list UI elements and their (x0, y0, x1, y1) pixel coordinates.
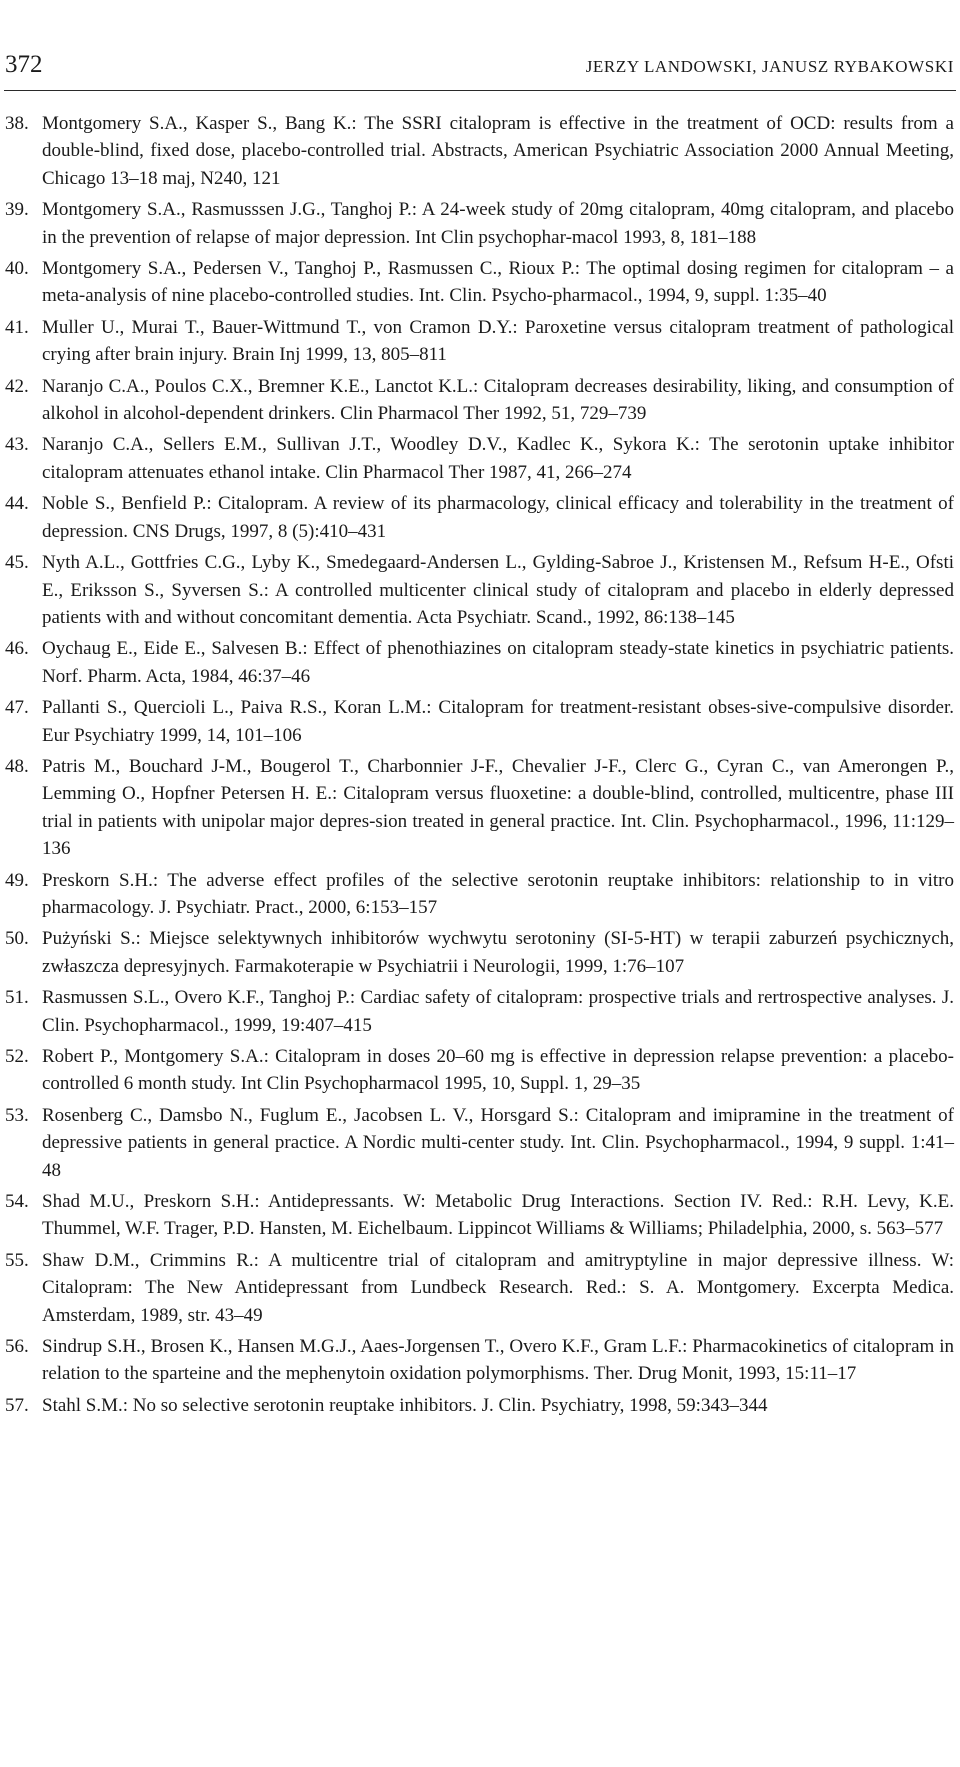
reference-number: 45. (5, 552, 29, 574)
reference-text: Naranjo C.A., Poulos C.X., Bremner K.E., Lanctot K.L.: Citalopram decreases desirability, liking, and consumption of alkohol in alcohol-dependent drinkers. Clin Pharmacol Ther 1992, 51, 729–739 (42, 375, 954, 425)
reference-item (0, 1102, 960, 1184)
reference-number: 55. (5, 1249, 29, 1271)
reference-item (0, 196, 960, 251)
reference-item (0, 110, 960, 192)
running-head (0, 50, 960, 90)
reference-number: 41. (5, 316, 29, 338)
reference-item (0, 549, 960, 631)
reference-number: 57. (5, 1394, 29, 1416)
reference-number: 56. (5, 1336, 29, 1358)
reference-number: 43. (5, 434, 29, 456)
reference-number: 52. (5, 1046, 29, 1067)
reference-text: Shad M.U., Preskorn S.H.: Antidepressants. W: Metabolic Drug Interactions. Section IV. Red.: R.H. Levy, K.E. Thummel, W.F. Trager, P.D. Hansten, M. Eichelbaum. Lippincot Williams & Williams; Philadelphia, 2000, s. 563–577 (42, 1191, 954, 1240)
reference-text: Patris M., Bouchard J-M., Bougerol T., Charbonnier J-F., Chevalier J-F., Clerc G., Cyran C., van Amerongen P., Lemming O., Hopfner Petersen H. E.: Citalopram versus fluoxetine: a double-blind, controlled, multicentre, phase III trial in patients with unipolar major depres-sion treated in general practice. Int. Clin. Psychopharmacol., 1996, 11:129–136 (42, 755, 954, 860)
reference-text: Noble S., Benfield P.: Citalopram. A review of its pharmacology, clinical efficacy and tolerability in the treatment of depression. CNS Drugs, 1997, 8 (5):410–431 (42, 493, 954, 542)
reference-number: 53. (5, 1104, 29, 1126)
reference-text: Montgomery S.A., Kasper S., Bang K.: The SSRI citalopram is effective in the treatment of OCD: results from a double-blind, fixed dose, placebo-controlled trial. Abstracts, American Psychiatric Association 2000 Annual Meeting, Chicago 13–18 maj, N240, 121 (42, 113, 954, 189)
reference-number: 44. (5, 493, 29, 515)
reference-number: 39. (5, 199, 29, 221)
reference-item (0, 1392, 960, 1419)
reference-text: Rosenberg C., Damsbo N., Fuglum E., Jacobsen L. V., Horsgard S.: Citalopram and imipramine in the treatment of depressive patients in general practice. A Nordic multi-center study. Int. Clin. Psychopharmacol., 1994, 9 suppl. 1:41–48 (42, 1104, 954, 1181)
reference-item (0, 431, 960, 486)
reference-text: Montgomery S.A., Pedersen V., Tanghoj P., Rasmussen C., Rioux P.: The optimal dosing regimen for citalopram – a meta-analysis of nine placebo-controlled studies. Int. Clin. Psycho-pharmacol., 1994, 9, suppl. 1:35–40 (42, 258, 954, 307)
header-rule (4, 90, 956, 91)
page-number: 372 (5, 51, 43, 78)
reference-item (0, 1247, 960, 1329)
reference-text: Naranjo C.A., Sellers E.M., Sullivan J.T., Woodley D.V., Kadlec K., Sykora K.: The serotonin uptake inhibitor citalopram attenuates ethanol intake. Clin Pharmacol Ther 1987, 41, 266–274 (42, 434, 954, 483)
reference-text: Oychaug E., Eide E., Salvesen B.: Effect of phenothiazines on citalopram steady-state kinetics in psychiatric patients. Norf. Pharm. Acta, 1984, 46:37–46 (42, 638, 954, 687)
reference-item (0, 635, 960, 690)
reference-text: Shaw D.M., Crimmins R.: A multicentre trial of citalopram and amitryptyline in major depressive illness. W: Citalopram: The New Antidepressant from Lundbeck Research. Red.: S. A. Montgomery. Excerpta Medica. Amsterdam, 1989, str. 43–49 (42, 1249, 954, 1326)
reference-item (0, 1333, 960, 1388)
reference-text: Sindrup S.H., Brosen K., Hansen M.G.J., Aaes-Jorgensen T., Overo K.F., Gram L.F.: Pharmacokinetics of citalopram in relation to the sparteine and the mephenytoin oxidation polymorphisms. Ther. Drug Monit, 1993, 15:11–17 (42, 1336, 954, 1385)
reference-item (0, 314, 960, 369)
reference-item (0, 490, 960, 545)
reference-text: Stahl S.M.: No so selective serotonin reuptake inhibitors. J. Clin. Psychiatry, 1998, 59:343–344 (42, 1394, 768, 1416)
reference-item (0, 694, 960, 749)
reference-text: Pużyński S.: Miejsce selektywnych inhibitorów wychwytu serotoniny (SI-5-HT) w terapii zaburzeń psychicznych, zwłaszcza depresyjnych. Farmakoterapie w Psychiatrii i Neurologii, 1999, 1:76–107 (42, 928, 954, 977)
reference-number: 54. (5, 1191, 29, 1213)
reference-number: 51. (5, 987, 29, 1009)
reference-number: 47. (5, 697, 29, 719)
reference-item (0, 373, 960, 428)
reference-text: Preskorn S.H.: The adverse effect profiles of the selective serotonin reuptake inhibitors: relationship to in vitro pharmacology. J. Psychiatr. Pract., 2000, 6:153–157 (42, 869, 954, 918)
reference-item (0, 1043, 960, 1098)
reference-number: 48. (5, 755, 29, 777)
reference-item (0, 1188, 960, 1243)
reference-number: 40. (5, 258, 29, 280)
reference-text: Robert P., Montgomery S.A.: Citalopram in doses 20–60 mg is effective in depression relapse prevention: a placebo-controlled 6 month study. Int Clin Psychopharmacol 1995, 10, Suppl. 1, 29–35 (42, 1046, 954, 1095)
reference-item (0, 925, 960, 980)
reference-number: 46. (5, 638, 29, 660)
reference-item (0, 867, 960, 922)
reference-number: 50. (5, 928, 29, 950)
running-head-authors: JERZY LANDOWSKI, JANUSZ RYBAKOWSKI (585, 57, 954, 76)
reference-number: 49. (5, 869, 29, 891)
reference-number: 38. (5, 113, 29, 134)
reference-text: Pallanti S., Quercioli L., Paiva R.S., Koran L.M.: Citalopram for treatment-resistant obses-sive-compulsive disorder. Eur Psychiatry 1999, 14, 101–106 (42, 697, 954, 746)
reference-text: Nyth A.L., Gottfries C.G., Lyby K., Smedegaard-Andersen L., Gylding-Sabroe J., Kristensen M., Refsum H-E., Ofsti E., Eriksson S., Syversen S.: A controlled multicenter clinical study of citalopram and placebo in elderly depressed patients with and without concomitant dementia. Acta Psychiatr. Scand., 1992, 86:138–145 (42, 552, 954, 628)
reference-item (0, 753, 960, 863)
reference-text: Muller U., Murai T., Bauer-Wittmund T., von Cramon D.Y.: Paroxetine versus citalopram treatment of pathological crying after brain injury. Brain Inj 1999, 13, 805–811 (42, 316, 954, 366)
reference-text: Montgomery S.A., Rasmusssen J.G., Tanghoj P.: A 24-week study of 20mg citalopram, 40mg citalopram, and placebo in the prevention of relapse of major depression. Int Clin psychophar-macol 1993, 8, 181–188 (42, 199, 954, 248)
reference-number: 42. (5, 375, 29, 397)
reference-text: Rasmussen S.L., Overo K.F., Tanghoj P.: Cardiac safety of citalopram: prospective trials and rertrospective analyses. J. Clin. Psychopharmacol., 1999, 19:407–415 (42, 987, 954, 1036)
reference-item (0, 984, 960, 1039)
reference-list (0, 110, 960, 1423)
reference-item (0, 255, 960, 310)
